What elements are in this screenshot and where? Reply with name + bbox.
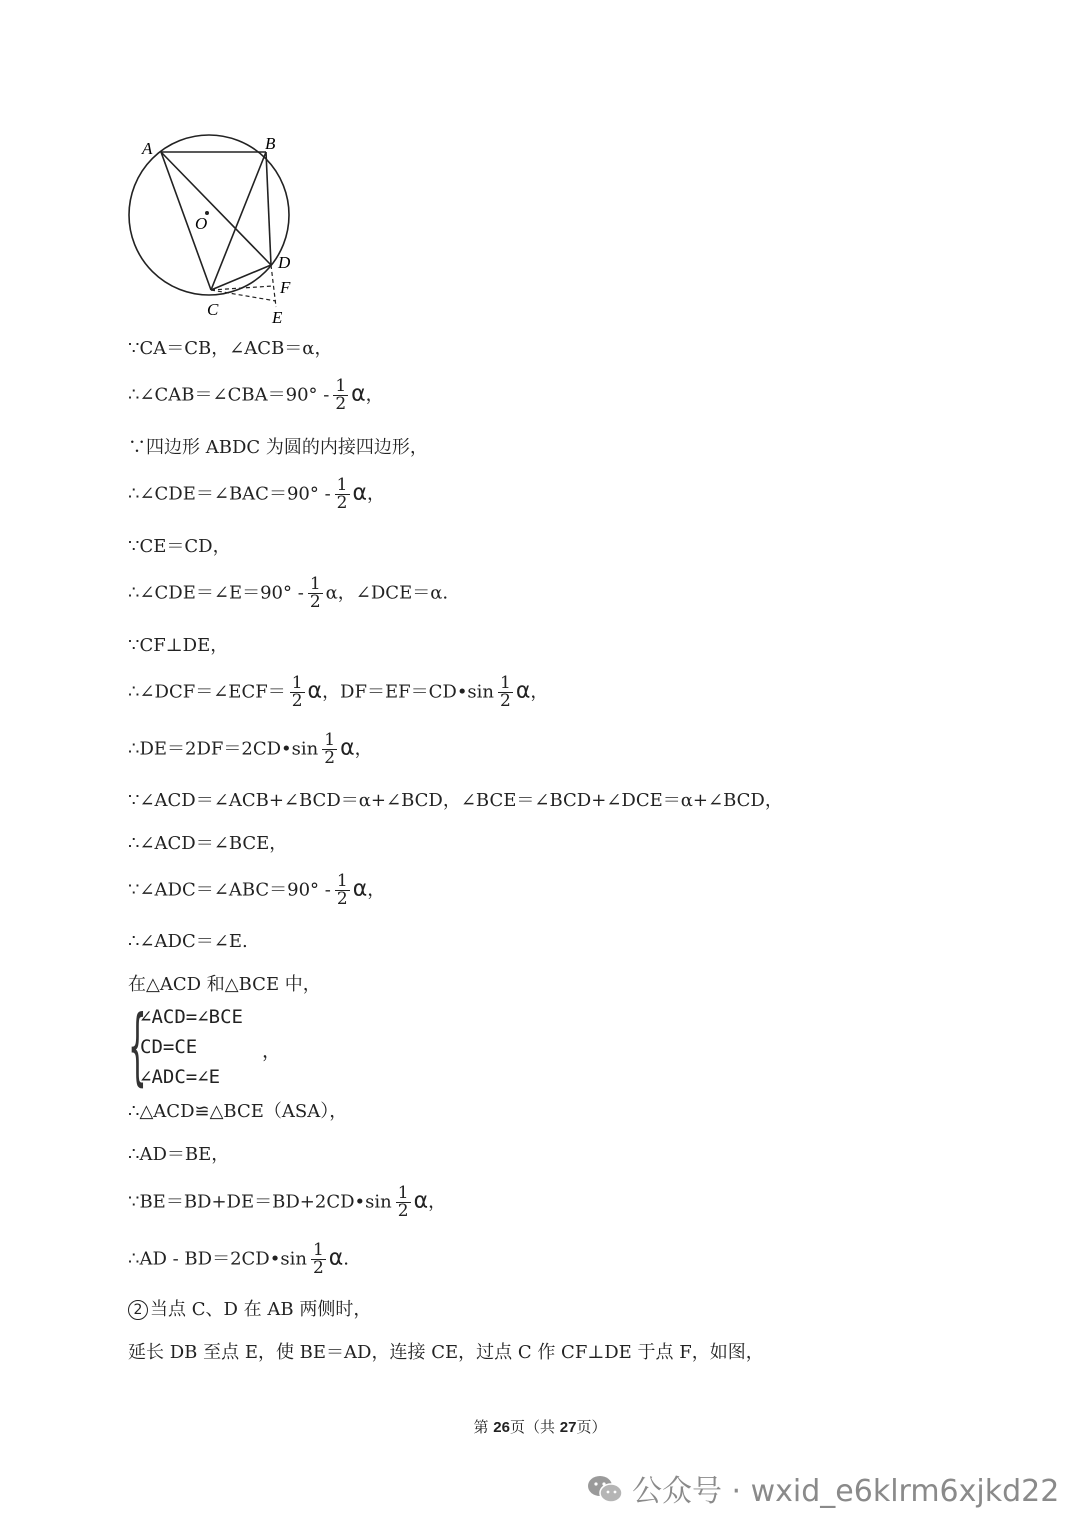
- label-f: F: [280, 278, 291, 297]
- fraction: $\frac{1}{2}$: [291, 673, 303, 711]
- fraction: $\frac{1}{2}$: [500, 673, 511, 711]
- proof-line: 延长 DB 至点 E，使 BE＝AD，连接 CE，过点 C 作 CF⊥DE 于点 F，如图，: [128, 1342, 764, 1363]
- fraction: $\frac{1}{2}$: [324, 730, 336, 768]
- label-a: A: [142, 139, 153, 158]
- fraction: $\frac{1}{2}$: [312, 1240, 324, 1278]
- proof-line: ∵四边形 ABDC 为圆的内接四边形，: [128, 437, 428, 458]
- proof-line: ∴∠CDE＝∠BAC＝90° - $\frac{1}{2}$ α，: [128, 475, 386, 513]
- left-brace: {: [128, 997, 147, 1095]
- fraction: $\frac{1}{2}$: [309, 574, 321, 612]
- label-o: O: [195, 214, 208, 233]
- watermark: 公众号 · wxid_e6klrm6xjkd22: [586, 1466, 1059, 1513]
- circled-number: 2: [128, 1300, 148, 1320]
- system-trail: ，: [262, 1040, 282, 1062]
- proof-line: ∵∠ACD＝∠ACB+∠BCD＝α+∠BCD，∠BCE＝∠BCD+∠DCE＝α+∠BCD，: [128, 790, 783, 811]
- proof-line: ∵CE＝CD，: [128, 536, 231, 557]
- equation-system: [128, 997, 298, 1095]
- label-c: C: [207, 300, 219, 319]
- label-d: D: [278, 253, 291, 272]
- circle-o: [129, 135, 289, 295]
- fraction: $\frac{1}{2}$: [336, 871, 348, 909]
- proof-line: ∵BE＝BD+DE＝BD+2CD•sin $\frac{1}{2}$ α，: [128, 1183, 447, 1221]
- page-footer: 第 26页（共 27页）: [473, 1418, 607, 1436]
- system-row: ∠ACD=∠BCE: [140, 1006, 243, 1028]
- fraction: $\frac{1}{2}$: [336, 475, 348, 513]
- proof-line: ∵∠ADC＝∠ABC＝90° - $\frac{1}{2}$ α，: [128, 871, 386, 909]
- label-e: E: [272, 308, 283, 327]
- fraction: $\frac{1}{2}$: [397, 1183, 409, 1221]
- proof-line: ∵CA＝CB，∠ACB＝α，: [128, 338, 333, 359]
- proof-line: ∵CF⊥DE，: [128, 635, 229, 656]
- system-row: ∠ADC=∠E: [140, 1066, 221, 1088]
- proof-line: ∴△ACD≌△BCE（ASA），: [128, 1101, 348, 1122]
- proof-line: 在△ACD 和△BCE 中，: [128, 974, 321, 995]
- system-row: CD=CE: [140, 1036, 198, 1058]
- proof-line: ∴AD - BD＝2CD•sin $\frac{1}{2}$ α.: [128, 1240, 350, 1278]
- wechat-icon: [586, 1473, 624, 1513]
- proof-line: ∴∠DCF＝∠ECF＝ $\frac{1}{2}$ α，DF＝EF＝CD•sin $\frac{1}{2}$ α，: [128, 673, 549, 711]
- proof-line: ∴AD＝BE，: [128, 1144, 230, 1165]
- proof-line: ∴DE＝2DF＝2CD•sin $\frac{1}{2}$ α，: [128, 730, 373, 768]
- label-b: B: [265, 134, 276, 153]
- proof-line: 2 当点 C、D 在 AB 两侧时，: [128, 1298, 371, 1322]
- geometry-figure: [120, 125, 320, 335]
- proof-line: ∴∠CAB＝∠CBA＝90° - $\frac{1}{2}$ α，: [128, 376, 384, 414]
- proof-line: ∴∠ACD＝∠BCE，: [128, 833, 288, 854]
- fraction: $\frac{1}{2}$: [335, 376, 347, 414]
- proof-line: ∴∠CDE＝∠E＝90° - $\frac{1}{2}$ α，∠DCE＝α.: [128, 574, 449, 612]
- proof-line: ∴∠ADC＝∠E.: [128, 931, 248, 952]
